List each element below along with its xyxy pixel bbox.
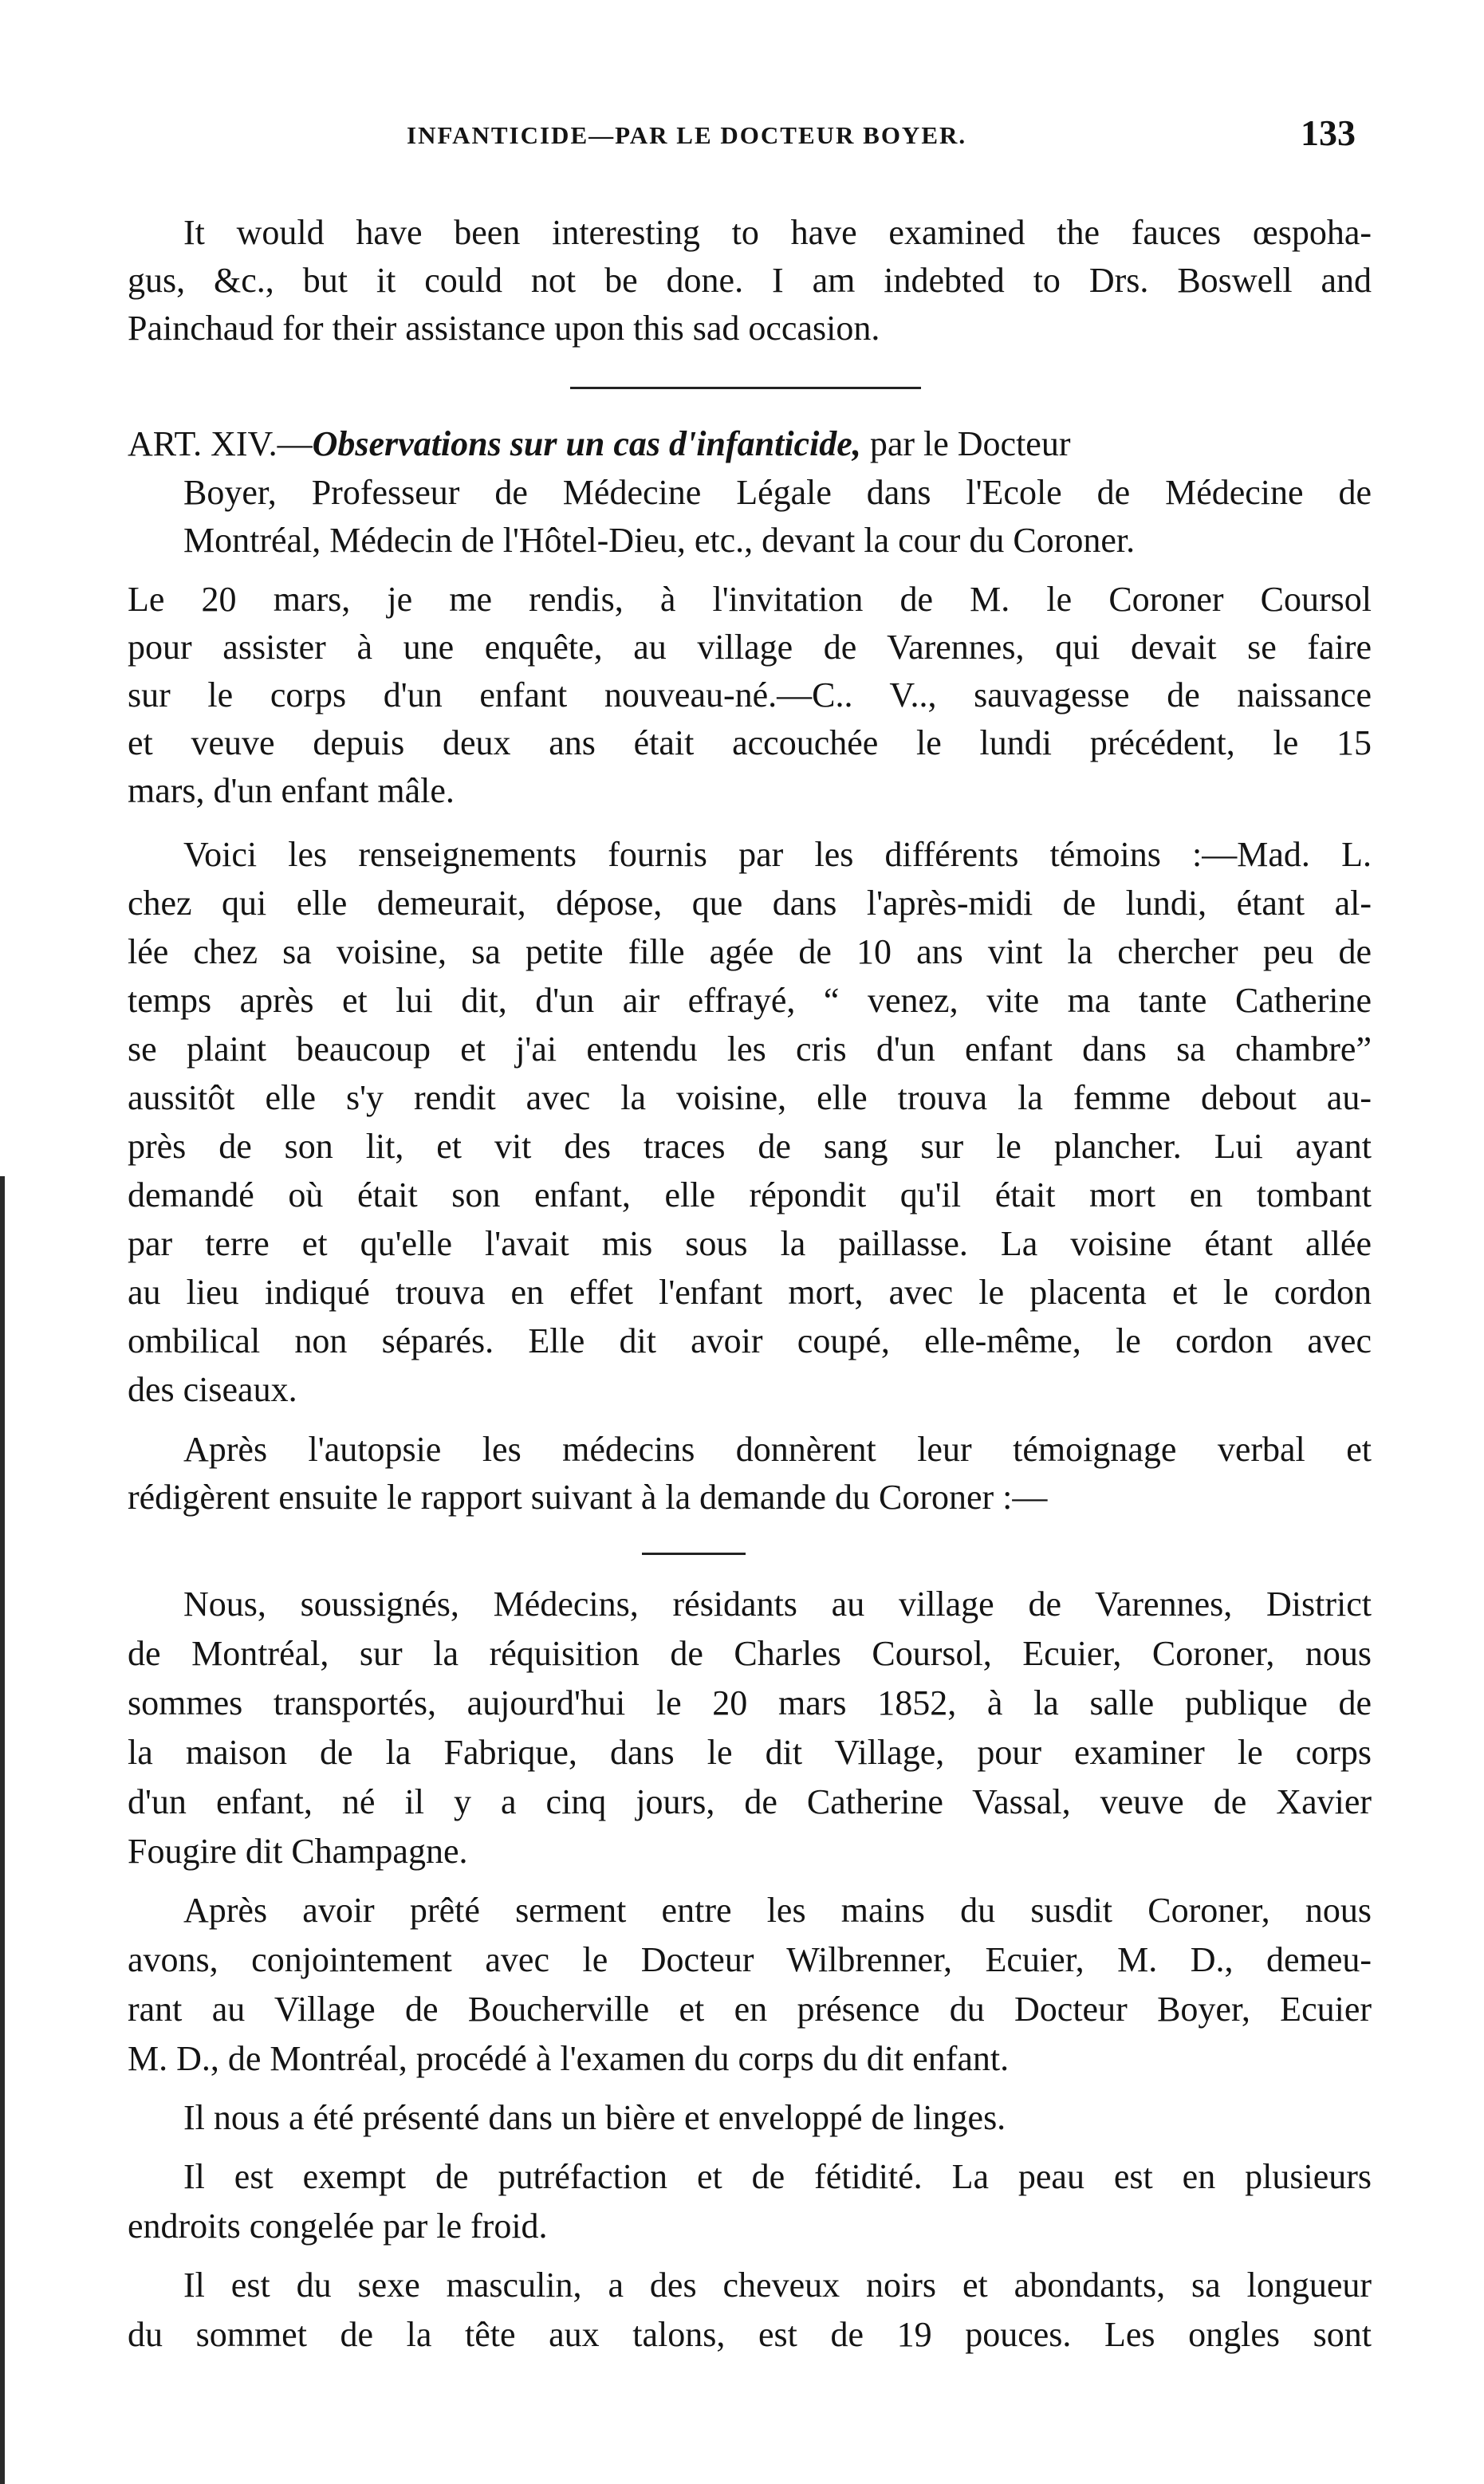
text-line: rant au Village de Boucherville et en présence du Docteur Boyer, Ecuier	[128, 1990, 1372, 2029]
text-line: Il nous a été présenté dans un bière et enveloppé de linges.	[183, 2098, 1006, 2137]
text-line: Il est exempt de putréfaction et de fétidité. La peau est en plusieurs	[183, 2157, 1372, 2196]
text-line: It would have been interesting to have examined the fauces œspoha-	[183, 213, 1372, 252]
article-number: ART. XIV.—	[128, 424, 313, 463]
text-line: temps après et lui dit, d'un air effrayé, “ venez, vite ma tante Catherine	[128, 981, 1372, 1020]
text-line: Après l'autopsie les médecins donnèrent leur témoignage verbal et	[183, 1430, 1372, 1469]
text-line: M. D., de Montréal, procédé à l'examen du corps du dit enfant.	[128, 2039, 1010, 2078]
text-line: sur le corps d'un enfant nouveau-né.—C.. V.., sauvagesse de naissance	[128, 675, 1372, 714]
section-divider	[570, 387, 921, 389]
scan-edge-shadow	[0, 1176, 5, 2484]
text-line: pour assister à une enquête, au village de Varennes, qui devait se faire	[128, 628, 1372, 667]
text-line: au lieu indiqué trouva en effet l'enfant mort, avec le placenta et le cordon	[128, 1273, 1372, 1312]
text-line: Painchaud for their assistance upon this sad occasion.	[128, 309, 880, 348]
text-line: gus, &c., but it could not be done. I am indebted to Drs. Boswell and	[128, 261, 1372, 300]
text-line: Le 20 mars, je me rendis, à l'invitation de M. le Coroner Coursol	[128, 580, 1372, 619]
short-divider	[642, 1553, 746, 1555]
running-head: INFANTICIDE—PAR LE DOCTEUR BOYER.	[407, 121, 967, 149]
page-number: 133	[1301, 112, 1356, 153]
text-line: avons, conjointement avec le Docteur Wilbrenner, Ecuier, M. D., demeu-	[128, 1940, 1372, 1979]
text-line: des ciseaux.	[128, 1370, 297, 1409]
text-line: Nous, soussignés, Médecins, résidants au village de Varennes, District	[183, 1584, 1372, 1624]
text-line: du sommet de la tête aux talons, est de 19 pouces. Les ongles sont	[128, 2315, 1372, 2354]
text-line: chez qui elle demeurait, dépose, que dans l'après-midi de lundi, étant al-	[128, 884, 1372, 923]
text-line: sommes transportés, aujourd'hui le 20 mars 1852, à la salle publique de	[128, 1683, 1372, 1722]
article-heading	[128, 420, 1372, 468]
text-line: Boyer, Professeur de Médecine Légale dans l'Ecole de Médecine de	[183, 473, 1372, 512]
text-line: se plaint beaucoup et j'ai entendu les cris d'un enfant dans sa chambre”	[128, 1029, 1372, 1069]
text-line: d'un enfant, né il y a cinq jours, de Catherine Vassal, veuve de Xavier	[128, 1782, 1372, 1821]
text-line: la maison de la Fabrique, dans le dit Village, pour examiner le corps	[128, 1733, 1372, 1772]
text-line: mars, d'un enfant mâle.	[128, 771, 455, 810]
text-line: par terre et qu'elle l'avait mis sous la paillasse. La voisine étant allée	[128, 1224, 1372, 1263]
text-line: Il est du sexe masculin, a des cheveux noirs et abondants, sa longueur	[183, 2266, 1372, 2305]
text-line: Montréal, Médecin de l'Hôtel-Dieu, etc., devant la cour du Coroner.	[183, 521, 1136, 560]
article-byline: par le Docteur	[860, 424, 1071, 463]
text-line: lée chez sa voisine, sa petite fille agée de 10 ans vint la chercher peu de	[128, 932, 1372, 971]
text-line: aussitôt elle s'y rendit avec la voisine, elle trouva la femme debout au-	[128, 1078, 1372, 1117]
text-line: Fougire dit Champagne.	[128, 1832, 468, 1871]
text-line: demandé où était son enfant, elle répondit qu'il était mort en tombant	[128, 1175, 1372, 1214]
text-line: près de son lit, et vit des traces de sang sur le plancher. Lui ayant	[128, 1127, 1372, 1166]
text-line: et veuve depuis deux ans était accouchée le lundi précédent, le 15	[128, 723, 1372, 762]
page-header	[144, 112, 1356, 159]
text-line: Après avoir prêté serment entre les mains du susdit Coroner, nous	[183, 1891, 1372, 1930]
text-line: endroits congelée par le froid.	[128, 2206, 548, 2246]
text-line: ombilical non séparés. Elle dit avoir coupé, elle-même, le cordon avec	[128, 1321, 1372, 1360]
text-line: Voici les renseignements fournis par les différents témoins :—Mad. L.	[183, 835, 1372, 874]
text-line: rédigèrent ensuite le rapport suivant à la demande du Coroner :—	[128, 1478, 1048, 1517]
article-title: Observations sur un cas d'infanticide,	[312, 424, 861, 463]
text-line: de Montréal, sur la réquisition de Charles Coursol, Ecuier, Coroner, nous	[128, 1634, 1372, 1673]
